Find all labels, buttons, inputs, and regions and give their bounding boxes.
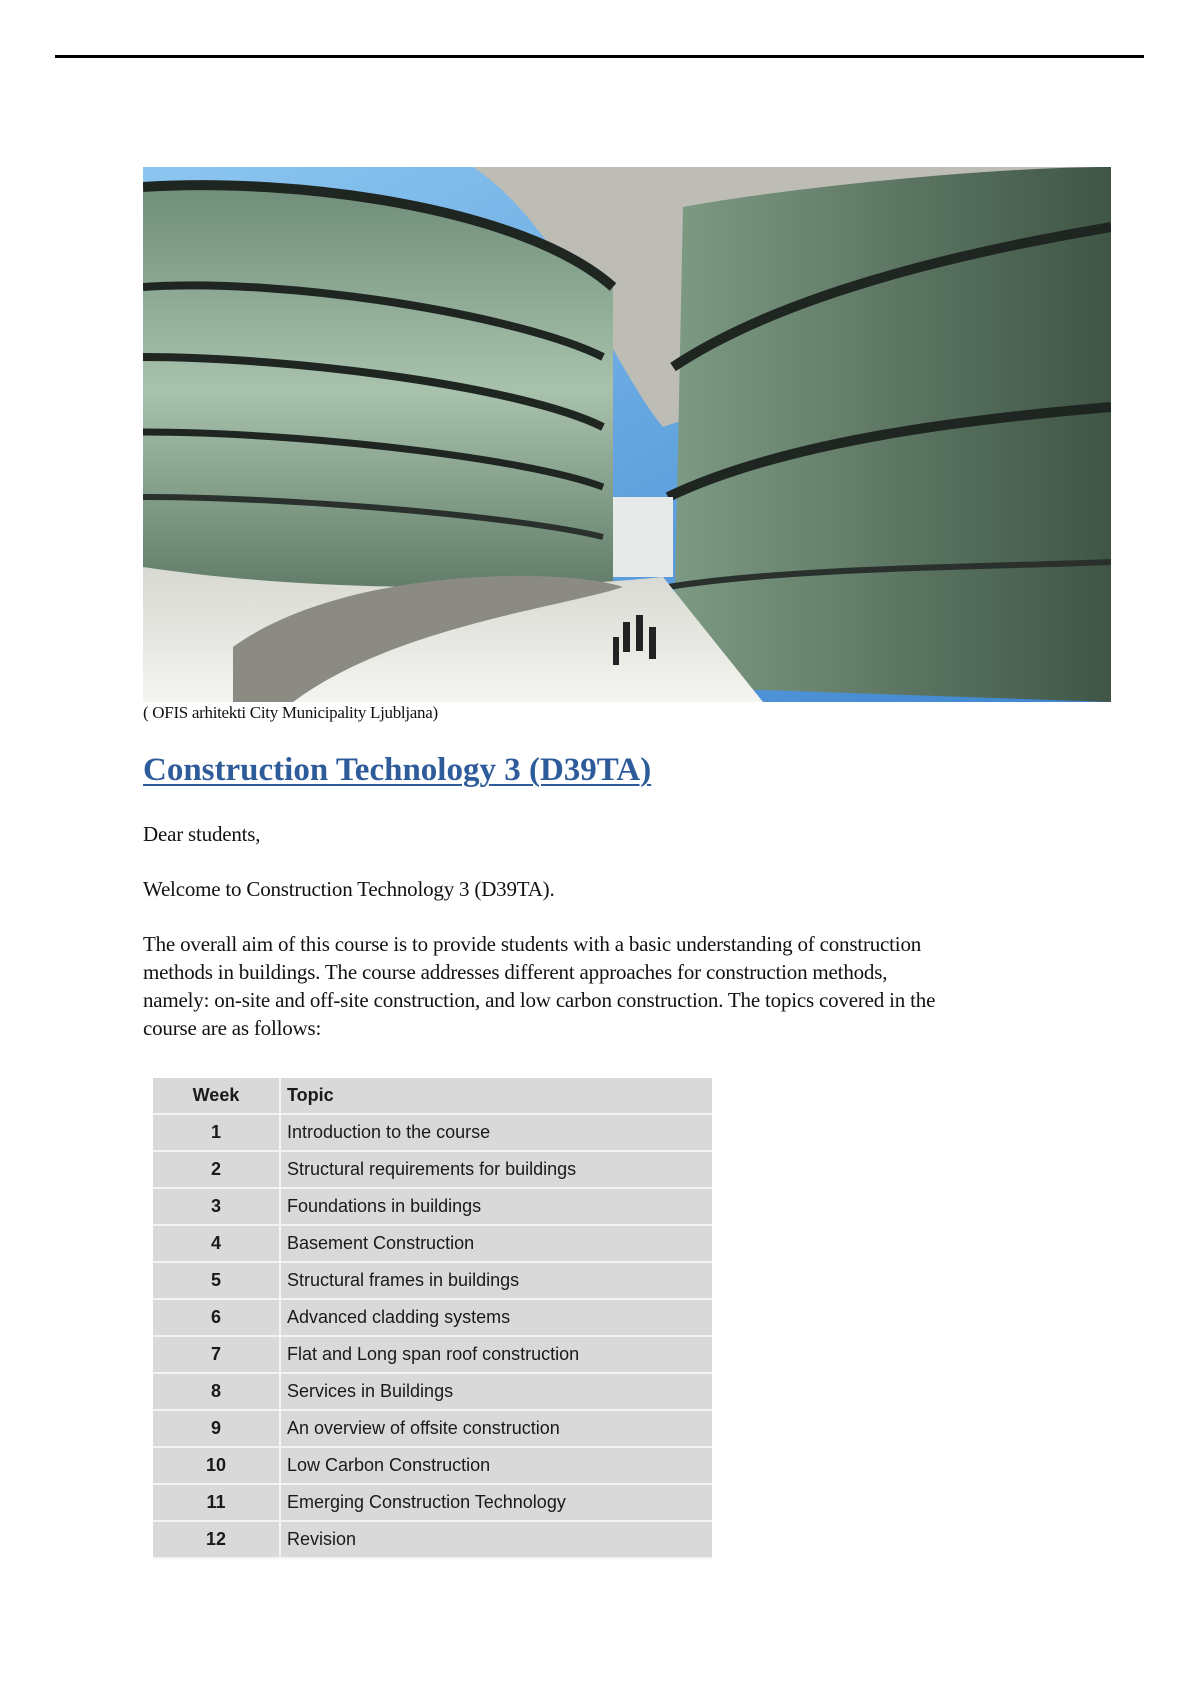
table-row <box>153 1484 712 1521</box>
greeting: Dear students, <box>143 822 261 846</box>
topic-cell: An overview of offsite construction <box>280 1410 712 1447</box>
header-topic: Topic <box>280 1078 712 1114</box>
paragraph-line: methods in buildings. The course addresses different approaches for construction methods, <box>143 960 888 984</box>
table-row <box>153 1151 712 1188</box>
table-row <box>153 1373 712 1410</box>
week-cell: 5 <box>153 1262 280 1299</box>
page-title: Construction Technology 3 (D39TA) <box>143 752 652 788</box>
week-cell: 11 <box>153 1484 280 1521</box>
table-row <box>153 1188 712 1225</box>
topic-cell: Foundations in buildings <box>280 1188 712 1225</box>
paragraph-line: course are as follows: <box>143 1016 322 1040</box>
table-header-row <box>153 1078 712 1114</box>
building-photo <box>143 167 1111 702</box>
course-aim-paragraph <box>143 930 935 1042</box>
welcome-text: Welcome to Construction Technology 3 (D39TA). <box>143 877 555 901</box>
week-cell: 6 <box>153 1299 280 1336</box>
topic-cell: Structural frames in buildings <box>280 1262 712 1299</box>
topic-cell: Flat and Long span roof construction <box>280 1336 712 1373</box>
topic-cell: Low Carbon Construction <box>280 1447 712 1484</box>
table-row <box>153 1225 712 1262</box>
table-row <box>153 1299 712 1336</box>
week-cell: 3 <box>153 1188 280 1225</box>
topic-cell: Structural requirements for buildings <box>280 1151 712 1188</box>
topic-cell: Basement Construction <box>280 1225 712 1262</box>
week-cell: 4 <box>153 1225 280 1262</box>
week-cell: 8 <box>153 1373 280 1410</box>
photo-caption: ( OFIS arhitekti City Municipality Ljubljana) <box>143 703 438 722</box>
week-cell: 2 <box>153 1151 280 1188</box>
table-row <box>153 1447 712 1484</box>
table-row <box>153 1336 712 1373</box>
topic-cell: Services in Buildings <box>280 1373 712 1410</box>
topic-cell: Advanced cladding systems <box>280 1299 712 1336</box>
paragraph-line: namely: on-site and off-site construction, and low carbon construction. The topics covered in the <box>143 988 936 1012</box>
table-row <box>153 1114 712 1151</box>
topic-cell: Introduction to the course <box>280 1114 712 1151</box>
topic-cell: Emerging Construction Technology <box>280 1484 712 1521</box>
header-week: Week <box>153 1078 280 1114</box>
topics-table <box>153 1078 712 1559</box>
week-cell: 12 <box>153 1521 280 1558</box>
table-row <box>153 1262 712 1299</box>
table-row <box>153 1410 712 1447</box>
topic-cell: Revision <box>280 1521 712 1558</box>
week-cell: 7 <box>153 1336 280 1373</box>
week-cell: 9 <box>153 1410 280 1447</box>
week-cell: 1 <box>153 1114 280 1151</box>
paragraph-line: The overall aim of this course is to provide students with a basic understanding of construction <box>143 932 922 956</box>
header-rule <box>55 55 1144 58</box>
week-cell: 10 <box>153 1447 280 1484</box>
table-row <box>153 1521 712 1558</box>
